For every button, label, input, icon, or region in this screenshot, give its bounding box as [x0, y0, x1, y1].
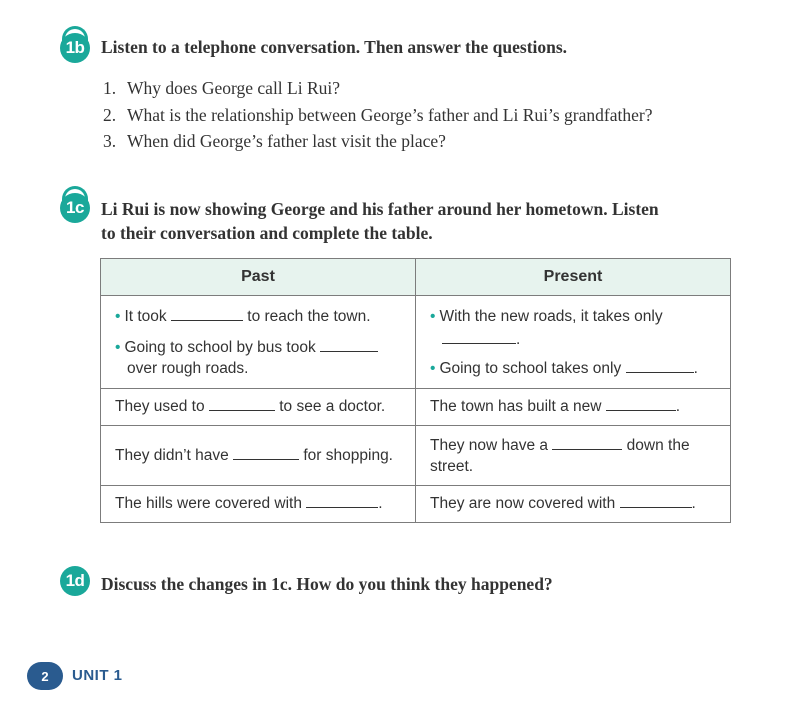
- answer-blank[interactable]: [606, 398, 676, 411]
- table-cell: They used to to see a doctor.: [101, 389, 416, 426]
- answer-blank[interactable]: [209, 398, 275, 411]
- answer-blank[interactable]: [233, 447, 299, 460]
- section-1d-badge: [60, 566, 90, 596]
- question-item: 2. What is the relationship between George’s father and Li Rui’s grandfather?: [103, 104, 653, 125]
- answer-blank[interactable]: [626, 360, 694, 373]
- headphones-icon: [62, 186, 88, 202]
- bullet-icon: •: [115, 307, 121, 325]
- bullet-icon: •: [430, 307, 436, 325]
- answer-blank[interactable]: [320, 339, 378, 352]
- answer-blank[interactable]: [442, 331, 516, 344]
- answer-blank[interactable]: [620, 495, 692, 508]
- past-present-table: [100, 258, 731, 523]
- section-1b-heading: Listen to a telephone conversation. Then answer the questions.: [101, 37, 568, 57]
- table-cell: • It took to reach the town. • Going to school by bus took over rough roads.: [101, 296, 416, 389]
- table-cell: • With the new roads, it takes only . • Going to school takes only .: [416, 296, 731, 389]
- column-header-present: Present: [416, 259, 731, 296]
- answer-blank[interactable]: [552, 437, 622, 450]
- table-cell: They didn’t have for shopping.: [101, 426, 416, 486]
- section-number: 1c: [66, 198, 84, 217]
- section-1b-badge: [60, 33, 90, 63]
- unit-label: UNIT 1: [72, 667, 123, 684]
- headphones-icon: [62, 26, 88, 42]
- table-cell: The hills were covered with .: [101, 486, 416, 523]
- bullet-icon: •: [115, 338, 121, 356]
- section-number: 1b: [65, 38, 85, 57]
- question-item: 1. Why does George call Li Rui?: [103, 78, 341, 98]
- answer-blank[interactable]: [306, 495, 378, 508]
- column-header-past: Past: [101, 259, 416, 296]
- page-number-badge: 2: [27, 662, 63, 690]
- question-item: 3. When did George’s father last visit the place?: [103, 131, 446, 151]
- section-1c-heading: Li Rui is now showing George and his father around her hometown. Listen to their conversation and complete the table.: [101, 199, 659, 243]
- table-cell: They are now covered with .: [416, 486, 731, 523]
- question-list: [103, 75, 652, 155]
- table-cell: The town has built a new .: [416, 389, 731, 426]
- bullet-icon: •: [430, 359, 436, 377]
- section-number: 1d: [65, 571, 85, 590]
- answer-blank[interactable]: [171, 308, 243, 321]
- section-1c-badge: [60, 193, 90, 223]
- section-1d-heading: Discuss the changes in 1c. How do you think they happened?: [101, 574, 553, 594]
- table-cell: They now have a down the street.: [416, 426, 731, 486]
